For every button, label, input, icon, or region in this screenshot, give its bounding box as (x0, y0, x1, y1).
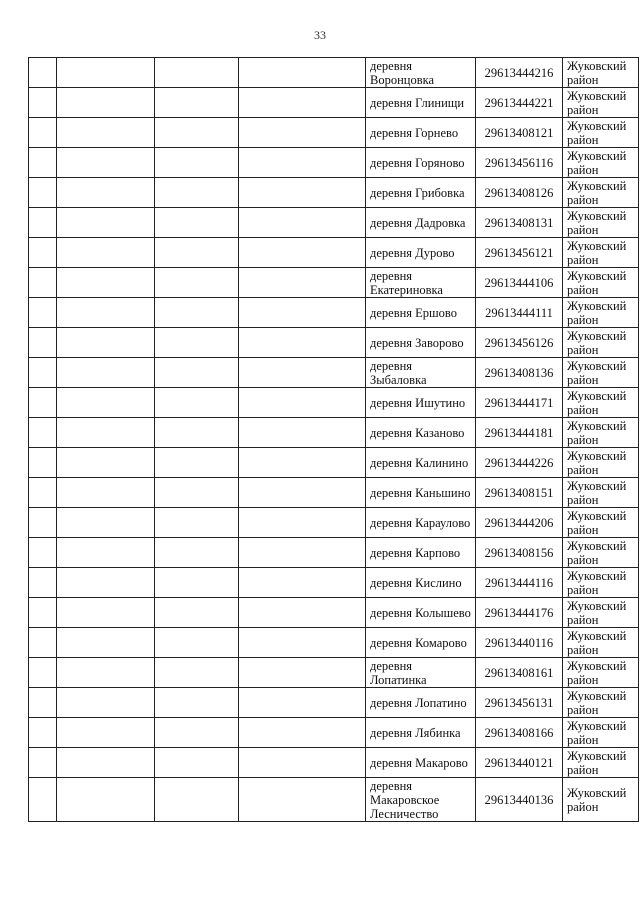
okato-code: 29613408121 (476, 118, 563, 148)
table-row (29, 478, 639, 508)
table-row (29, 268, 639, 298)
settlement-name: деревня Лопатинка (366, 658, 476, 688)
district-name: Жуковский район (563, 598, 639, 628)
okato-code: 29613444216 (476, 58, 563, 88)
district-name: Жуковский район (563, 748, 639, 778)
district-name: Жуковский район (563, 208, 639, 238)
district-name: Жуковский район (563, 358, 639, 388)
okato-code: 29613440136 (476, 778, 563, 822)
table-row (29, 748, 639, 778)
district-name: Жуковский район (563, 688, 639, 718)
okato-code: 29613444106 (476, 268, 563, 298)
table-row (29, 358, 639, 388)
table-row (29, 328, 639, 358)
settlement-name: деревня Караулово (366, 508, 476, 538)
district-name: Жуковский район (563, 148, 639, 178)
okato-code: 29613456126 (476, 328, 563, 358)
district-name: Жуковский район (563, 538, 639, 568)
district-name: Жуковский район (563, 628, 639, 658)
district-name: Жуковский район (563, 478, 639, 508)
okato-code: 29613408126 (476, 178, 563, 208)
settlement-name: деревня Горнево (366, 118, 476, 148)
settlement-name: деревня Макарово (366, 748, 476, 778)
settlement-name: деревня Воронцовка (366, 58, 476, 88)
settlement-name: деревня Карпово (366, 538, 476, 568)
district-name: Жуковский район (563, 658, 639, 688)
district-name: Жуковский район (563, 448, 639, 478)
okato-code: 29613440116 (476, 628, 563, 658)
okato-code: 29613408166 (476, 718, 563, 748)
table-row (29, 88, 639, 118)
district-name: Жуковский район (563, 568, 639, 598)
settlement-name: деревня Горяново (366, 148, 476, 178)
table-row (29, 508, 639, 538)
table-row (29, 148, 639, 178)
district-name: Жуковский район (563, 298, 639, 328)
okato-code: 29613444176 (476, 598, 563, 628)
district-name: Жуковский район (563, 508, 639, 538)
okato-code: 29613408151 (476, 478, 563, 508)
settlement-name: деревня Колышево (366, 598, 476, 628)
okato-code: 29613408161 (476, 658, 563, 688)
district-name: Жуковский район (563, 778, 639, 822)
table-row (29, 178, 639, 208)
table-row (29, 568, 639, 598)
okato-code: 29613444116 (476, 568, 563, 598)
table-row (29, 658, 639, 688)
table-row (29, 718, 639, 748)
settlement-name: деревня Глинищи (366, 88, 476, 118)
table-row (29, 118, 639, 148)
settlements-table (28, 57, 639, 822)
okato-code: 29613456116 (476, 148, 563, 178)
okato-code: 29613456131 (476, 688, 563, 718)
okato-code: 29613444226 (476, 448, 563, 478)
table-row (29, 298, 639, 328)
table-row (29, 418, 639, 448)
district-name: Жуковский район (563, 118, 639, 148)
table-body (29, 58, 639, 822)
settlement-name: деревня Дадровка (366, 208, 476, 238)
okato-code: 29613456121 (476, 238, 563, 268)
table-row (29, 538, 639, 568)
district-name: Жуковский район (563, 178, 639, 208)
district-name: Жуковский район (563, 388, 639, 418)
okato-code: 29613440121 (476, 748, 563, 778)
table-row (29, 778, 639, 822)
page-number: 33 (314, 28, 326, 42)
settlement-name: деревня Лопатино (366, 688, 476, 718)
district-name: Жуковский район (563, 718, 639, 748)
settlement-name: деревня Зыбаловка (366, 358, 476, 388)
district-name: Жуковский район (563, 58, 639, 88)
table-row (29, 208, 639, 238)
okato-code: 29613444221 (476, 88, 563, 118)
district-name: Жуковский район (563, 328, 639, 358)
okato-code: 29613444181 (476, 418, 563, 448)
table-row (29, 388, 639, 418)
settlement-name: деревня Калинино (366, 448, 476, 478)
okato-code: 29613408136 (476, 358, 563, 388)
district-name: Жуковский район (563, 238, 639, 268)
table-row (29, 58, 639, 88)
settlement-name: деревня Грибовка (366, 178, 476, 208)
table-row (29, 628, 639, 658)
settlement-name: деревня Лябинка (366, 718, 476, 748)
settlement-name: деревня Каньшино (366, 478, 476, 508)
settlement-name: деревня Екатериновка (366, 268, 476, 298)
okato-code: 29613444111 (476, 298, 563, 328)
settlement-name: деревня Заворово (366, 328, 476, 358)
settlement-name: деревня Кислино (366, 568, 476, 598)
district-name: Жуковский район (563, 268, 639, 298)
settlement-name: деревня Казаново (366, 418, 476, 448)
settlement-name: деревня Комарово (366, 628, 476, 658)
settlement-name: деревня Дурово (366, 238, 476, 268)
settlement-name: деревня Ишутино (366, 388, 476, 418)
table-row (29, 598, 639, 628)
okato-code: 29613444171 (476, 388, 563, 418)
table-row (29, 688, 639, 718)
settlement-name: деревня Макаровское Лесничество (366, 778, 476, 822)
table-row (29, 238, 639, 268)
settlement-name: деревня Ершово (366, 298, 476, 328)
okato-code: 29613444206 (476, 508, 563, 538)
table-row (29, 448, 639, 478)
district-name: Жуковский район (563, 418, 639, 448)
okato-code: 29613408131 (476, 208, 563, 238)
district-name: Жуковский район (563, 88, 639, 118)
okato-code: 29613408156 (476, 538, 563, 568)
